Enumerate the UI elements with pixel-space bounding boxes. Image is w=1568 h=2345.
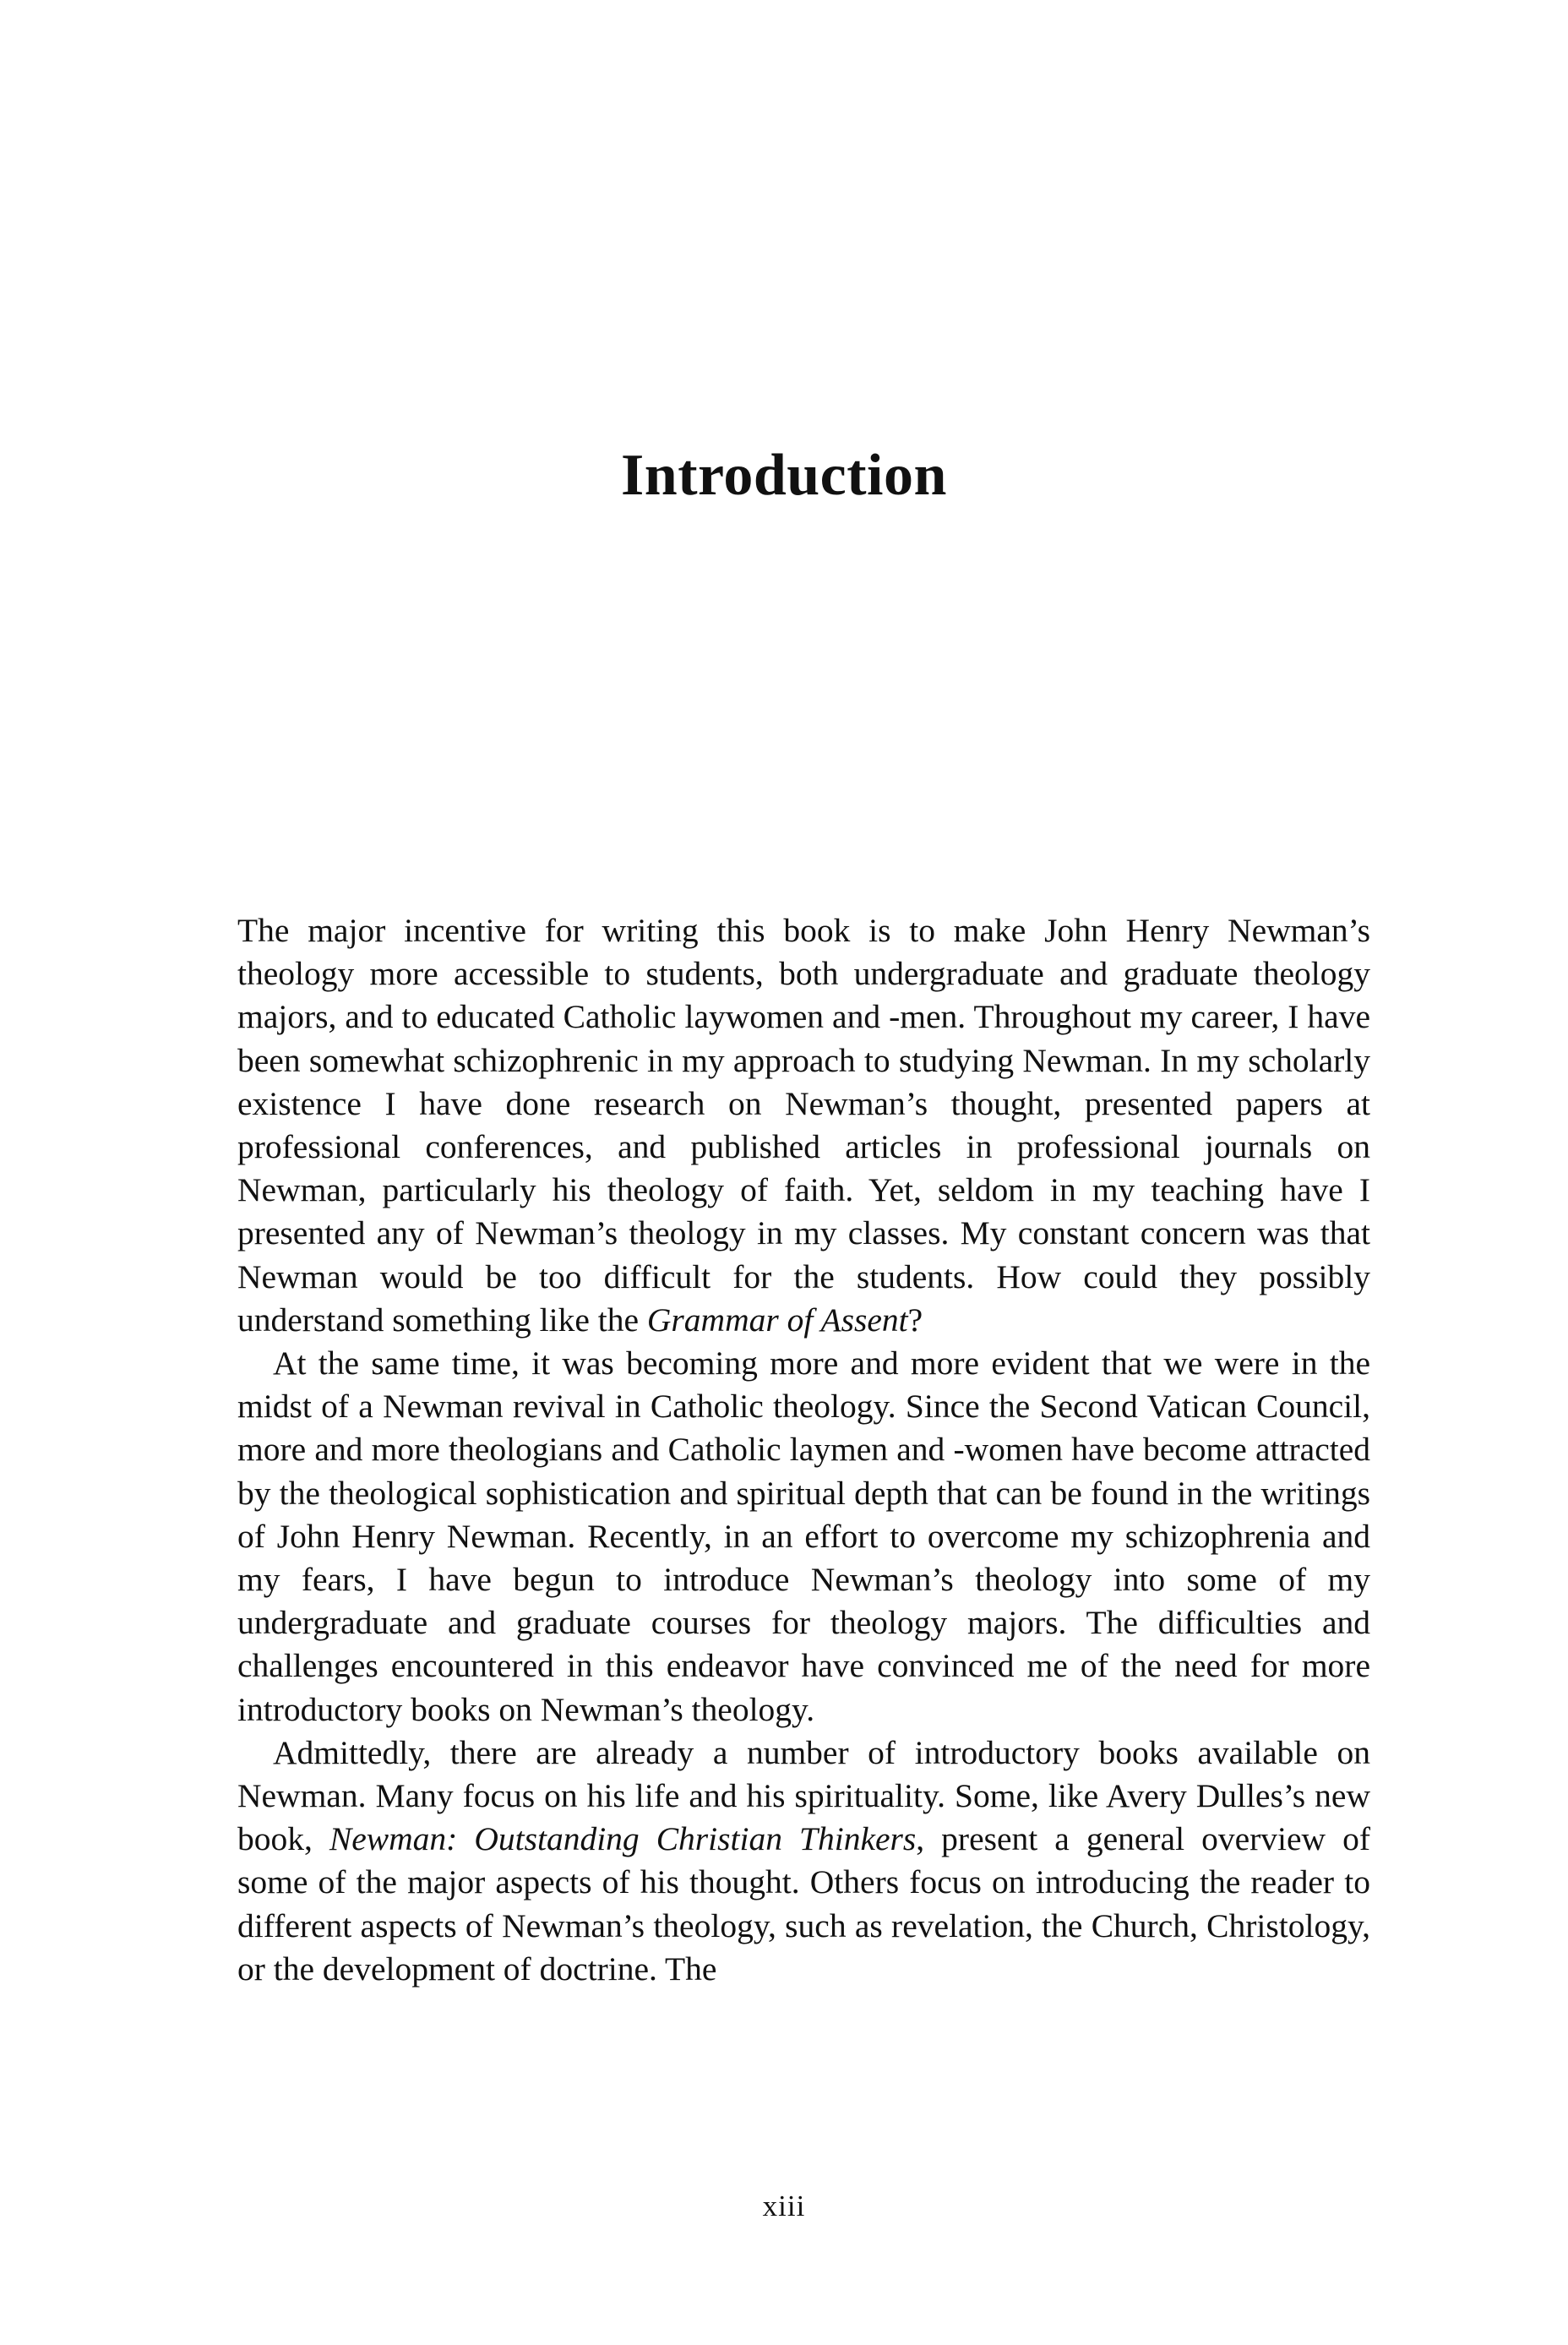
paragraph-2: At the same time, it was becoming more and more evident that we were in the midst of a Newman revival in Catholic theology. Since the Second Vatican Council, more and more theologians and Catholic laymen and -women have become attracted by the theological sophistication and spiritual depth that can be found in the writings of John Henry Newman. Recently, in an effort to overcome my schizophrenia and my fears, I have begun to introduce Newman’s theology into some of my undergraduate and graduate courses for theology majors. The difficulties and challenges encountered in this endeavor have convinced me of the need for more introductory books on Newman’s theology. xyxy=(237,1344,1370,1728)
book-title-newman-outstanding-christian-thinkers: Newman: Outstanding Christian Thinkers xyxy=(329,1820,917,1858)
paragraph-3 xyxy=(237,1731,1370,1991)
body-text xyxy=(237,909,1370,1991)
page-number: xiii xyxy=(762,2190,806,2222)
book-title-grammar-of-assent: Grammar of Assent xyxy=(646,1301,908,1339)
paragraph-1-text: The major incentive for writing this book is to make John Henry Newman’s theology more accessible to students, both undergraduate and graduate theology majors, and to educated Catholic laywomen and -men. Throughout my career, I have been somewhat schizophrenic in my approach to studying Newman. In my scholarly existence I have done research on Newman’s thought, presented papers at professional conferences, and published articles in professional journals on Newman, particularly his theology of faith. Yet, seldom in my teaching have I presented any of Newman’s theology in my classes. My constant concern was that Newman would be too difficult for the students. How could they possibly understand something like the xyxy=(237,912,1370,1339)
paragraph-3-text: Admittedly, there are already a number of introductory books available on Newman. Many focus on his life and his spirituality. Some, like Avery Dulles’s new book, xyxy=(237,1733,1370,1858)
paragraph-1 xyxy=(237,909,1370,1342)
paragraph-1-end: ? xyxy=(907,1301,923,1339)
chapter-title: Introduction xyxy=(621,443,947,508)
paragraph-3-end: , present a general overview of some of the major aspects of his thought. Others focus on introducing the reader to different aspects of Newman’s theology, such as revelation, the Church, Christology, or the development of doctrine. The xyxy=(237,1820,1370,1988)
